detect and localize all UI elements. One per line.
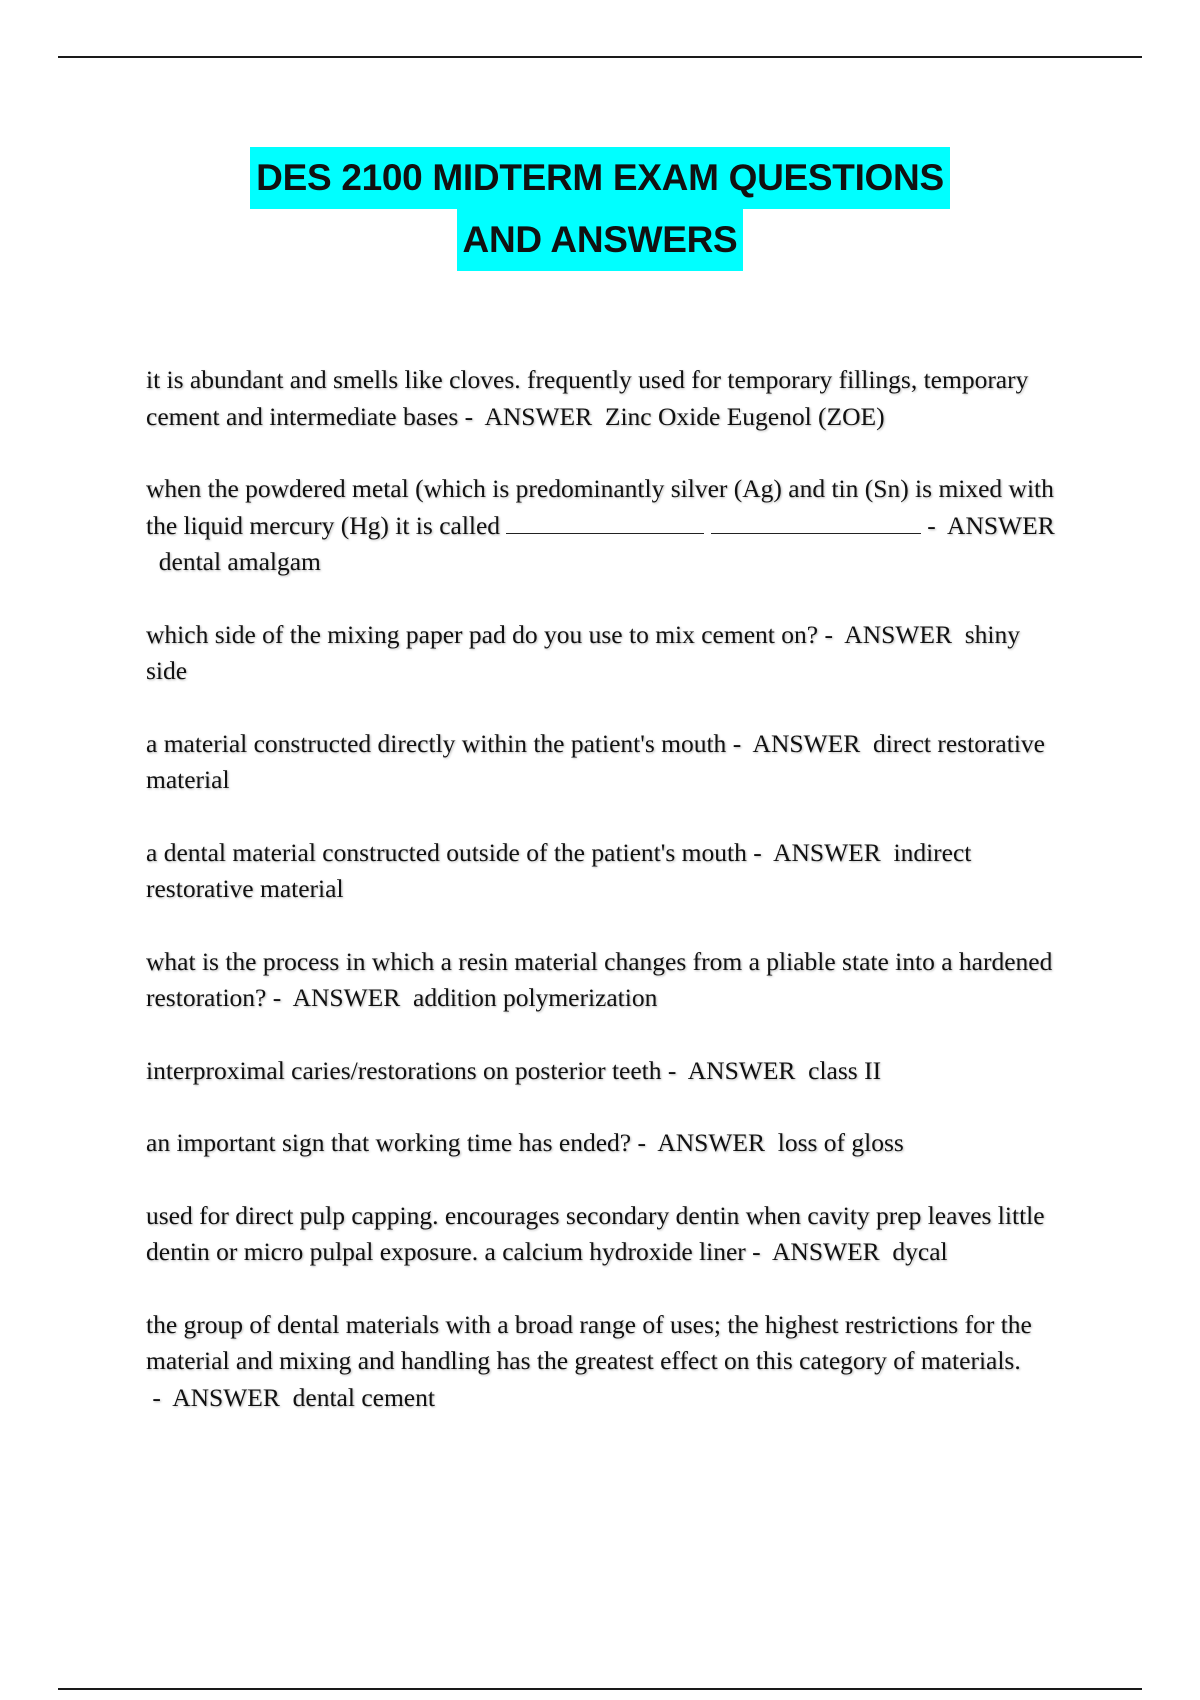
title-line-1: DES 2100 MIDTERM EXAM QUESTIONS <box>250 147 950 209</box>
answer-text: direct restorative material <box>146 728 1045 794</box>
qa-item: when the powdered metal (which is predominantly silver (Ag) and tin (Sn) is mixed with the liquid mercury (Hg) it is called - ANSWER dental amalgam <box>146 474 1055 576</box>
qa-item: a dental material constructed outside of the patient's mouth - ANSWER indirect restorative material <box>146 837 972 903</box>
answer-text: shiny side <box>146 619 1020 685</box>
question-text: it is abundant and smells like cloves. frequently used for temporary fillings, temporary cement and intermediate bases <box>146 365 1029 431</box>
qa-list <box>146 362 1056 1452</box>
question-text: when the powdered metal (which is predominantly silver (Ag) and tin (Sn) is mixed with the liquid mercury (Hg) it is called <box>146 474 1054 540</box>
question-text: an important sign that working time has ended? <box>146 1128 632 1157</box>
qa-item: interproximal caries/restorations on posterior teeth - ANSWER class II <box>146 1055 882 1085</box>
answer-label: ANSWER <box>844 619 952 649</box>
answer-text: indirect restorative material <box>146 837 972 903</box>
answer-label: ANSWER <box>292 983 401 1012</box>
top-rule <box>58 56 1142 58</box>
bottom-rule <box>58 1688 1142 1690</box>
question-text: what is the process in which a resin material changes from a pliable state into a hardened restoration? <box>146 946 1053 1012</box>
title-line-2: AND ANSWERS <box>457 209 744 271</box>
answer-label: ANSWER <box>657 1128 765 1157</box>
fill-in-blank <box>711 509 921 534</box>
answer-text: dental amalgam <box>158 547 321 576</box>
answer-label: ANSWER <box>484 401 593 431</box>
answer-text: dycal <box>892 1237 948 1266</box>
question-text: a dental material constructed outside of the patient's mouth <box>146 837 747 867</box>
question-text: a material constructed directly within the patient's mouth <box>146 728 727 758</box>
answer-label: ANSWER <box>687 1055 796 1085</box>
answer-text: class II <box>808 1055 882 1085</box>
question-text: the group of dental materials with a broad range of uses; the highest restrictions for the material and mixing and handling has the greatest effect on this category of materials. <box>146 1309 1032 1375</box>
answer-text: Zinc Oxide Eugenol (ZOE) <box>604 401 885 431</box>
answer-text: loss of gloss <box>777 1128 904 1157</box>
answer-text: dental cement <box>292 1382 435 1412</box>
qa-item: the group of dental materials with a broad range of uses; the highest restrictions for the material and mixing and handling has the greatest effect on this category of materials. - ANSWER dental cement <box>146 1309 1032 1412</box>
answer-label: ANSWER <box>772 1237 880 1266</box>
qa-item: used for direct pulp capping. encourages secondary dentin when cavity prep leaves little dentin or micro pulpal exposure. a calcium hydroxide liner - ANSWER dycal <box>146 1200 1045 1266</box>
qa-item: what is the process in which a resin material changes from a pliable state into a hardened restoration? - ANSWER addition polymerization <box>146 946 1053 1012</box>
qa-item: an important sign that working time has ended? - ANSWER loss of gloss <box>146 1128 904 1157</box>
question-text: used for direct pulp capping. encourages secondary dentin when cavity prep leaves little dentin or micro pulpal exposure. a calcium hydroxide liner <box>146 1200 1045 1266</box>
answer-label: ANSWER <box>947 510 1055 540</box>
qa-item: it is abundant and smells like cloves. frequently used for temporary fillings, temporary cement and intermediate bases - ANSWER Zinc Oxide Eugenol (ZOE) <box>146 365 1029 431</box>
qa-item: which side of the mixing paper pad do you use to mix cement on? - ANSWER shiny side <box>146 619 1020 685</box>
document-title <box>0 147 1200 271</box>
qa-item: a material constructed directly within the patient's mouth - ANSWER direct restorative material <box>146 728 1045 794</box>
answer-text: addition polymerization <box>413 983 658 1012</box>
question-text: which side of the mixing paper pad do you use to mix cement on? <box>146 619 819 649</box>
question-text: interproximal caries/restorations on posterior teeth <box>146 1055 662 1085</box>
answer-label: ANSWER <box>752 728 861 758</box>
fill-in-blank <box>506 509 704 534</box>
answer-label: ANSWER <box>172 1382 280 1412</box>
answer-label: ANSWER <box>773 837 881 867</box>
